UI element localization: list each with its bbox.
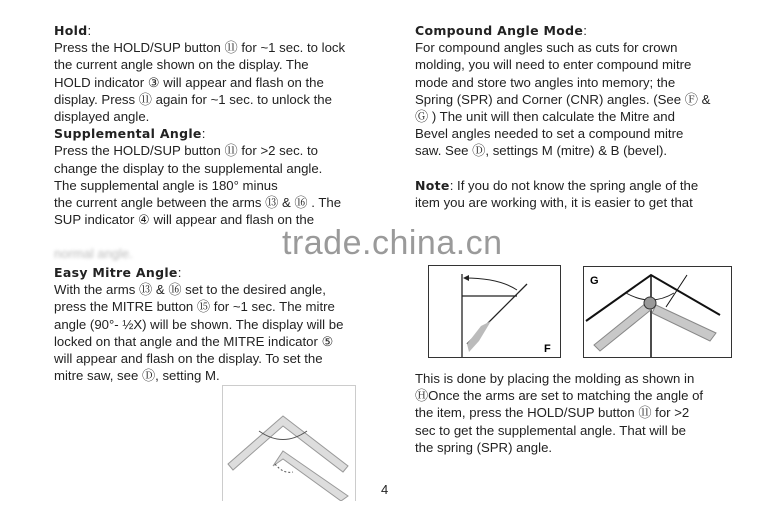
right-column xyxy=(415,22,710,211)
heading-text: Hold xyxy=(54,23,88,38)
watermark: trade.china.cn xyxy=(282,224,503,262)
spacer xyxy=(415,160,710,177)
figure-g xyxy=(583,266,732,358)
text-line: This is done by placing the molding as shown in xyxy=(415,371,695,386)
text-line: Ⓖ ) The unit will then calculate the Mitre and xyxy=(415,109,675,125)
heading-suffix: : If you do not know the spring angle of the xyxy=(449,177,699,193)
text-line: With the arms ⑬ & ⑯ set to the desired angle, xyxy=(54,282,326,298)
heading-text: Easy Mitre Angle xyxy=(54,265,178,280)
heading-text: Supplemental Angle xyxy=(54,126,202,142)
text-line: change the display to the supplemental angle. xyxy=(54,160,323,176)
text-line: the current angle shown on the display. The xyxy=(54,57,309,73)
text-line: Bevel angles needed to set a compound mitre xyxy=(415,126,684,142)
page-number: 4 xyxy=(381,482,389,497)
section-heading xyxy=(54,22,345,39)
text-line: display. Press ⑪ again for ~1 sec. to unlock the xyxy=(54,91,332,107)
text-line: For compound angles such as cuts for crown xyxy=(415,40,678,56)
text-line: the current angle between the arms ⑬ & ⑯ . The xyxy=(54,195,342,211)
text-line: Press the HOLD/SUP button ⑪ for ~1 sec. to lock xyxy=(54,40,346,56)
text-line: press the MITRE button ⑮ for ~1 sec. The mitre xyxy=(54,299,335,315)
heading-suffix: : xyxy=(177,265,182,280)
figure-f xyxy=(428,265,561,358)
heading-suffix: : xyxy=(583,23,587,38)
text-line: sec to get the supplemental angle. That will be xyxy=(415,422,687,438)
section-heading xyxy=(54,264,343,281)
section-heading xyxy=(415,177,710,194)
easy-mitre-section xyxy=(54,264,343,384)
heading-suffix: : xyxy=(201,126,206,142)
heading-suffix: : xyxy=(87,23,92,38)
figure-f-label: F xyxy=(544,343,551,355)
section-heading xyxy=(54,125,345,142)
text-line: the spring (SPR) angle. xyxy=(415,439,553,455)
text-line: The supplemental angle is 180° minus xyxy=(54,177,278,193)
text-line: SUP indicator ④ will appear and flash on the xyxy=(54,212,315,228)
heading-text: Compound Angle Mode xyxy=(415,23,584,38)
text-line: ⒽOnce the arms are set to matching the angle of xyxy=(415,388,704,404)
text-line: mitre saw, see Ⓓ, setting M. xyxy=(54,368,220,384)
right-bottom-text xyxy=(415,370,703,456)
mitre-figure xyxy=(222,385,356,501)
text-line: the item, press the HOLD/SUP button ⑪ for >2 xyxy=(415,405,690,421)
heading-text: Note xyxy=(415,177,450,193)
text-line: angle (90°- ½X) will be shown. The display will be xyxy=(54,316,344,332)
text-line: item you are working with, it is easier to get that xyxy=(415,194,693,210)
text-line: molding, you will need to enter compound mitre xyxy=(415,57,692,73)
text-line: will appear and flash on the display. To set the xyxy=(54,351,323,367)
text-line: Press the HOLD/SUP button ⑪ for >2 sec. to xyxy=(54,143,318,159)
left-column xyxy=(54,22,345,228)
section-heading xyxy=(415,22,710,39)
text-line: saw. See Ⓓ, settings M (mitre) & B (bevel). xyxy=(415,143,668,159)
obscured-text: normal angle. xyxy=(54,246,133,261)
text-line: Spring (SPR) and Corner (CNR) angles. (See Ⓕ & xyxy=(415,91,711,107)
text-line: displayed angle. xyxy=(54,109,150,125)
text-line: locked on that angle and the MITRE indicator ⑤ xyxy=(54,333,334,349)
text-line: mode and store two angles into memory; the xyxy=(415,74,676,90)
text-line: HOLD indicator ③ will appear and flash on the xyxy=(54,74,324,90)
figure-g-label: G xyxy=(590,275,599,287)
